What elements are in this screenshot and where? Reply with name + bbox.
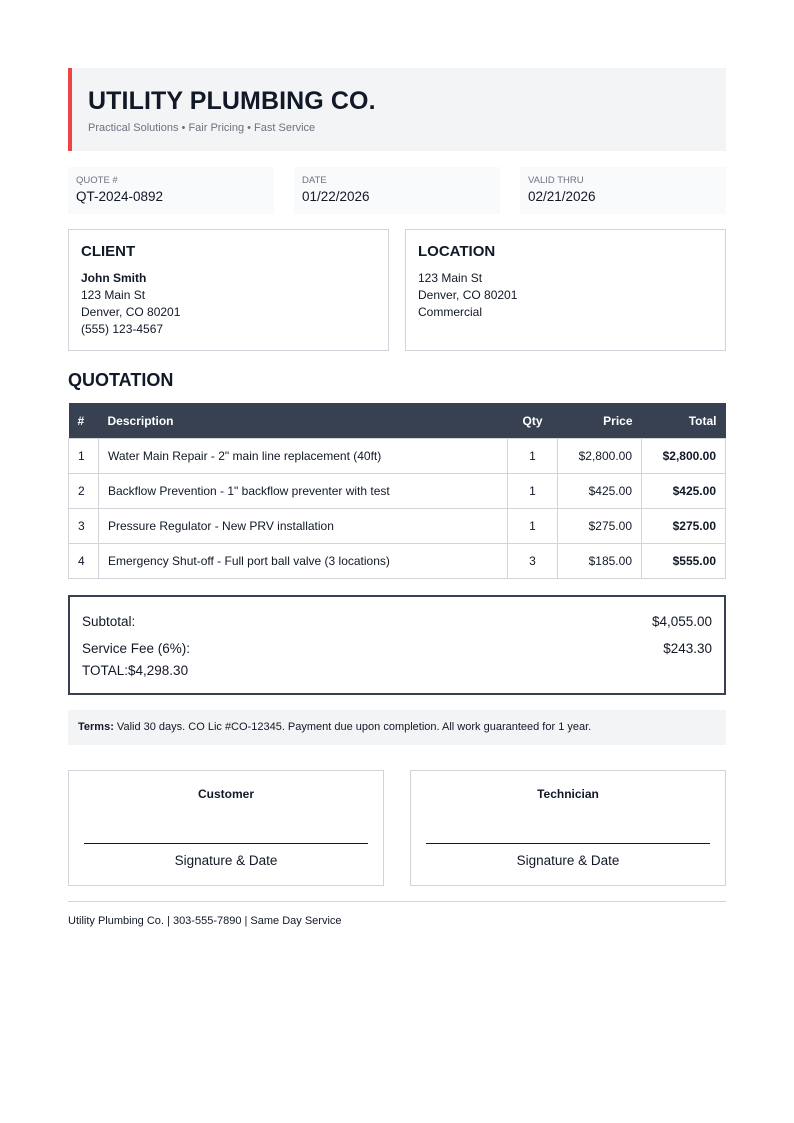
parties: [68, 229, 726, 351]
customer-signature-line: [84, 843, 368, 844]
customer-signature-caption: Signature & Date: [174, 853, 278, 868]
row-number: 3: [69, 509, 99, 544]
grand-total-label: TOTAL:: [82, 663, 129, 678]
service-fee-value: $243.30: [663, 641, 712, 656]
row-total: $555.00: [642, 544, 726, 579]
location-city: Denver, CO 80201: [418, 288, 518, 302]
col-description: Description: [99, 403, 508, 439]
client-phone: (555) 123-4567: [81, 322, 164, 336]
location-type: Commercial: [418, 305, 483, 319]
company-tagline: Practical Solutions • Fair Pricing • Fast Service: [88, 122, 316, 134]
date-label: DATE: [302, 175, 327, 186]
customer-signature-role: Customer: [197, 787, 254, 801]
row-number: 4: [69, 544, 99, 579]
row-description: Emergency Shut-off - Full port ball valve (3 locations): [99, 544, 508, 579]
totals-box: [68, 595, 726, 695]
row-total: $275.00: [642, 509, 726, 544]
table-row: [69, 544, 726, 579]
quote-number-value: QT-2024-0892: [76, 189, 164, 204]
valid-thru-value: 02/21/2026: [528, 189, 596, 204]
quote-number-box: [68, 167, 274, 214]
location-title: LOCATION: [418, 243, 496, 260]
quote-meta: [68, 167, 726, 214]
row-price: $185.00: [558, 544, 642, 579]
row-price: $275.00: [558, 509, 642, 544]
row-number: 2: [69, 474, 99, 509]
col-total: Total: [642, 403, 726, 439]
table-row: [69, 509, 726, 544]
col-price: Price: [558, 403, 642, 439]
date-box: [294, 167, 500, 214]
company-name: UTILITY PLUMBING CO.: [88, 87, 376, 115]
service-fee-row: [82, 640, 712, 657]
quotation-title: QUOTATION: [68, 370, 174, 390]
grand-total-row: [82, 662, 712, 679]
grand-total-value: $4,298.30: [128, 663, 189, 678]
row-description: Backflow Prevention - 1" backflow preventer with test: [99, 474, 508, 509]
line-items-table: [68, 403, 726, 579]
row-total: $2,800.00: [642, 439, 726, 474]
subtotal-value: $4,055.00: [651, 614, 712, 629]
col-number: #: [69, 403, 99, 439]
terms-box: [68, 710, 726, 745]
table-row: [69, 439, 726, 474]
technician-signature-role: Technician: [537, 787, 599, 801]
client-card: [68, 229, 389, 351]
table-header-row: [69, 403, 726, 439]
location-address: 123 Main St: [418, 271, 483, 285]
row-price: $425.00: [558, 474, 642, 509]
company-header: [68, 68, 726, 151]
terms-label: Terms:: [78, 721, 114, 733]
location-card: [405, 229, 726, 351]
quote-number-label: QUOTE #: [76, 175, 118, 186]
col-qty: Qty: [508, 403, 558, 439]
customer-signature-box: [68, 770, 384, 886]
signature-section: [68, 770, 726, 886]
terms-text: Valid 30 days. CO Lic #CO-12345. Payment due upon completion. All work guaranteed for 1 year.: [113, 721, 592, 733]
row-description: Pressure Regulator - New PRV installation: [99, 509, 508, 544]
client-address: 123 Main St: [81, 288, 146, 302]
subtotal-label: Subtotal:: [82, 614, 136, 629]
row-qty: 1: [508, 474, 558, 509]
valid-thru-box: [520, 167, 726, 214]
subtotal-row: [82, 613, 712, 630]
client-city: Denver, CO 80201: [81, 305, 181, 319]
row-total: $425.00: [642, 474, 726, 509]
row-description: Water Main Repair - 2" main line replacement (40ft): [99, 439, 508, 474]
technician-signature-caption: Signature & Date: [516, 853, 620, 868]
date-value: 01/22/2026: [302, 189, 370, 204]
row-price: $2,800.00: [558, 439, 642, 474]
client-name: John Smith: [81, 271, 147, 285]
table-row: [69, 474, 726, 509]
row-qty: 1: [508, 439, 558, 474]
row-number: 1: [69, 439, 99, 474]
technician-signature-box: [410, 770, 726, 886]
client-title: CLIENT: [81, 243, 136, 260]
valid-thru-label: VALID THRU: [528, 175, 584, 186]
technician-signature-line: [426, 843, 710, 844]
service-fee-label: Service Fee (6%):: [82, 641, 191, 656]
quote-document: [68, 68, 726, 927]
row-qty: 1: [508, 509, 558, 544]
row-qty: 3: [508, 544, 558, 579]
page-footer: Utility Plumbing Co. | 303-555-7890 | Same Day Service: [68, 901, 726, 927]
